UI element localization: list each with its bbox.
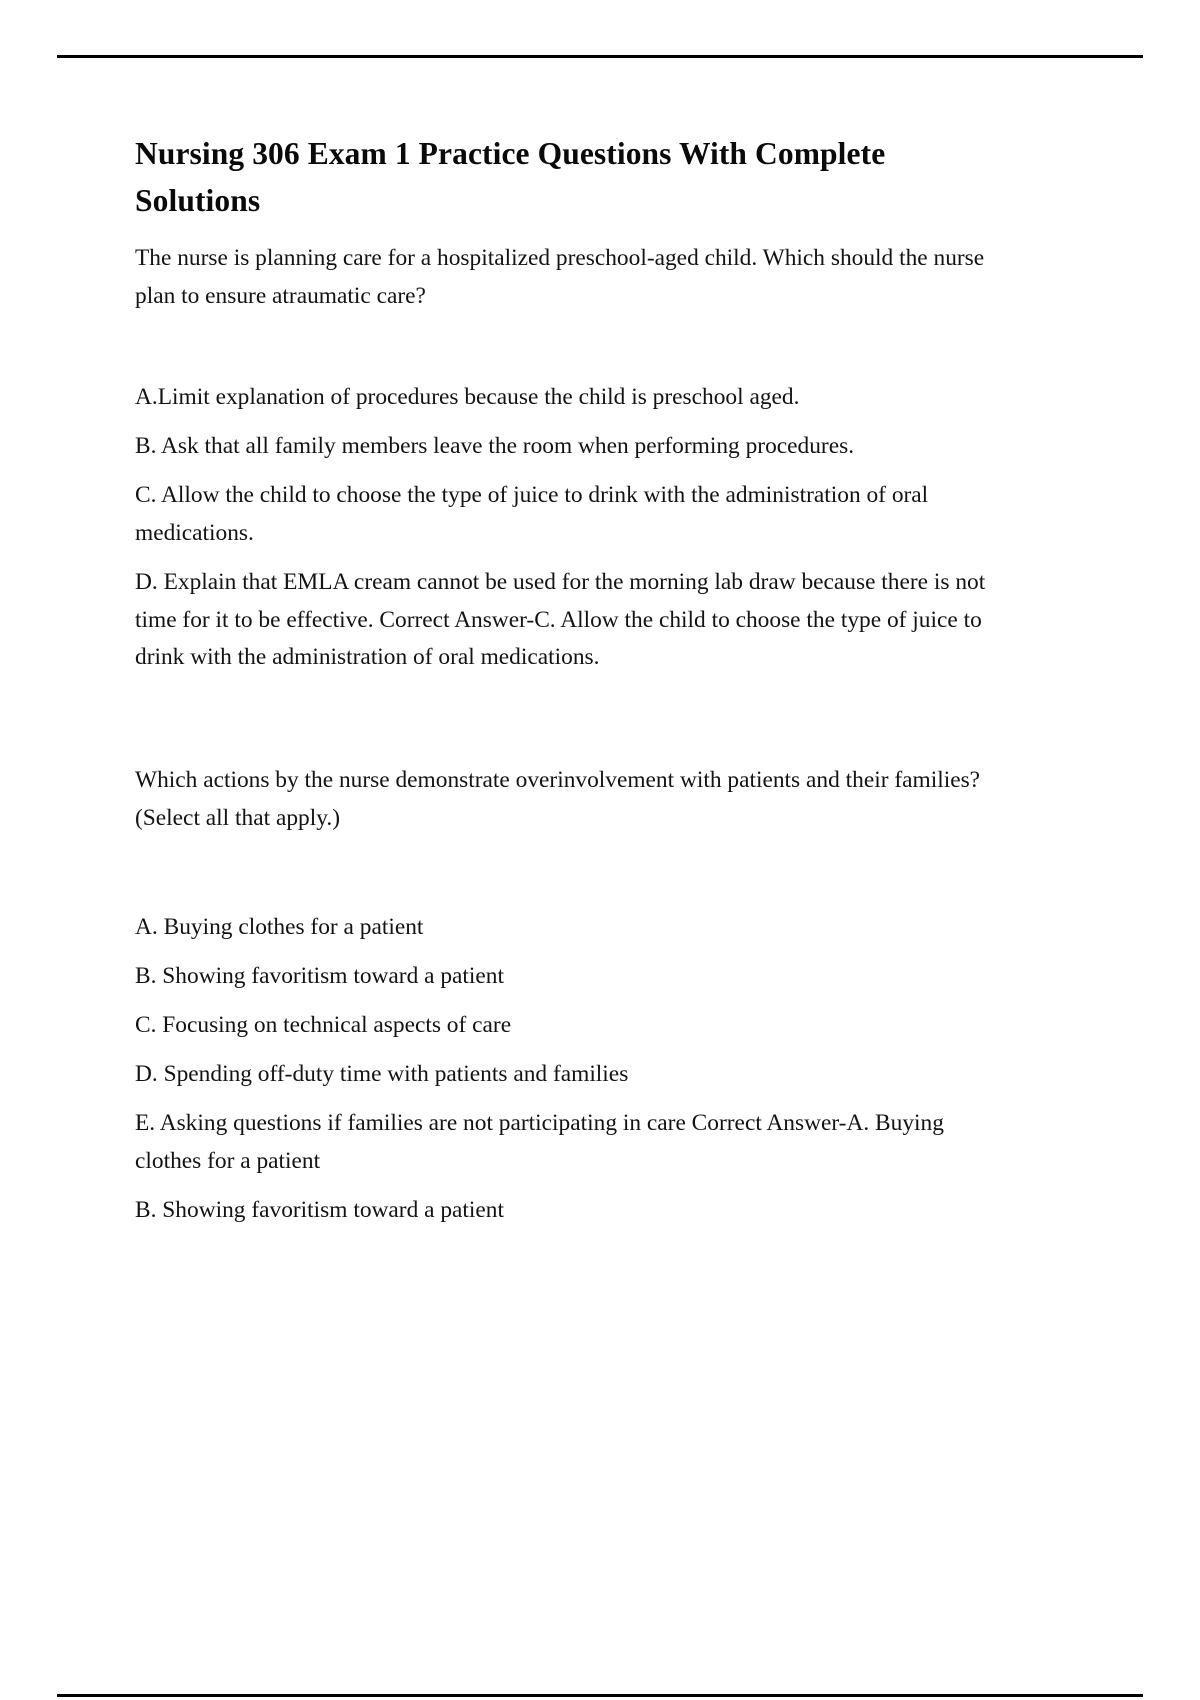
question-1-option-d: D. Explain that EMLA cream cannot be used for the morning lab draw because there is not time for it to be effective. Correct Answer-C. Allow the child to choose the type of juice to drink with the administration of oral medications. [135,568,986,671]
question-1-option-c: C. Allow the child to choose the type of juice to drink with the administration of oral medications. [135,481,929,546]
question-2-answer-continuation: B. Showing favoritism toward a patient [135,1196,504,1223]
question-2-option-c: C. Focusing on technical aspects of care [135,1012,512,1038]
page-footer-rule [57,1694,1143,1697]
question-2-option-d: D. Spending off-duty time with patients and families [135,1060,629,1087]
page-title: Nursing 306 Exam 1 Practice Questions With Complete Solutions [135,136,886,218]
spacer-after-question-2-stem [135,849,997,909]
spacer-between-questions [135,688,997,762]
question-1-option-b: B. Ask that all family members leave the room when performing procedures. [135,432,855,459]
spacer-after-question-1-stem [135,327,997,379]
page-header-rule [57,55,1143,58]
question-1-stem: The nurse is planning care for a hospitalized preschool-aged child. Which should the nurse plan to ensure atraumatic care? [135,245,985,310]
question-1-option-a: A.Limit explanation of procedures because the child is preschool aged. [135,384,800,411]
question-2-option-b: B. Showing favoritism toward a patient [135,963,504,990]
question-2-option-e: E. Asking questions if families are not participating in care Correct Answer-A. Buying clothes for a patient [135,1109,944,1174]
document-content [135,131,997,1241]
question-2-stem: Which actions by the nurse demonstrate overinvolvement with patients and their families? (Select all that apply.) [135,767,981,832]
question-2-option-a: A. Buying clothes for a patient [135,914,424,941]
